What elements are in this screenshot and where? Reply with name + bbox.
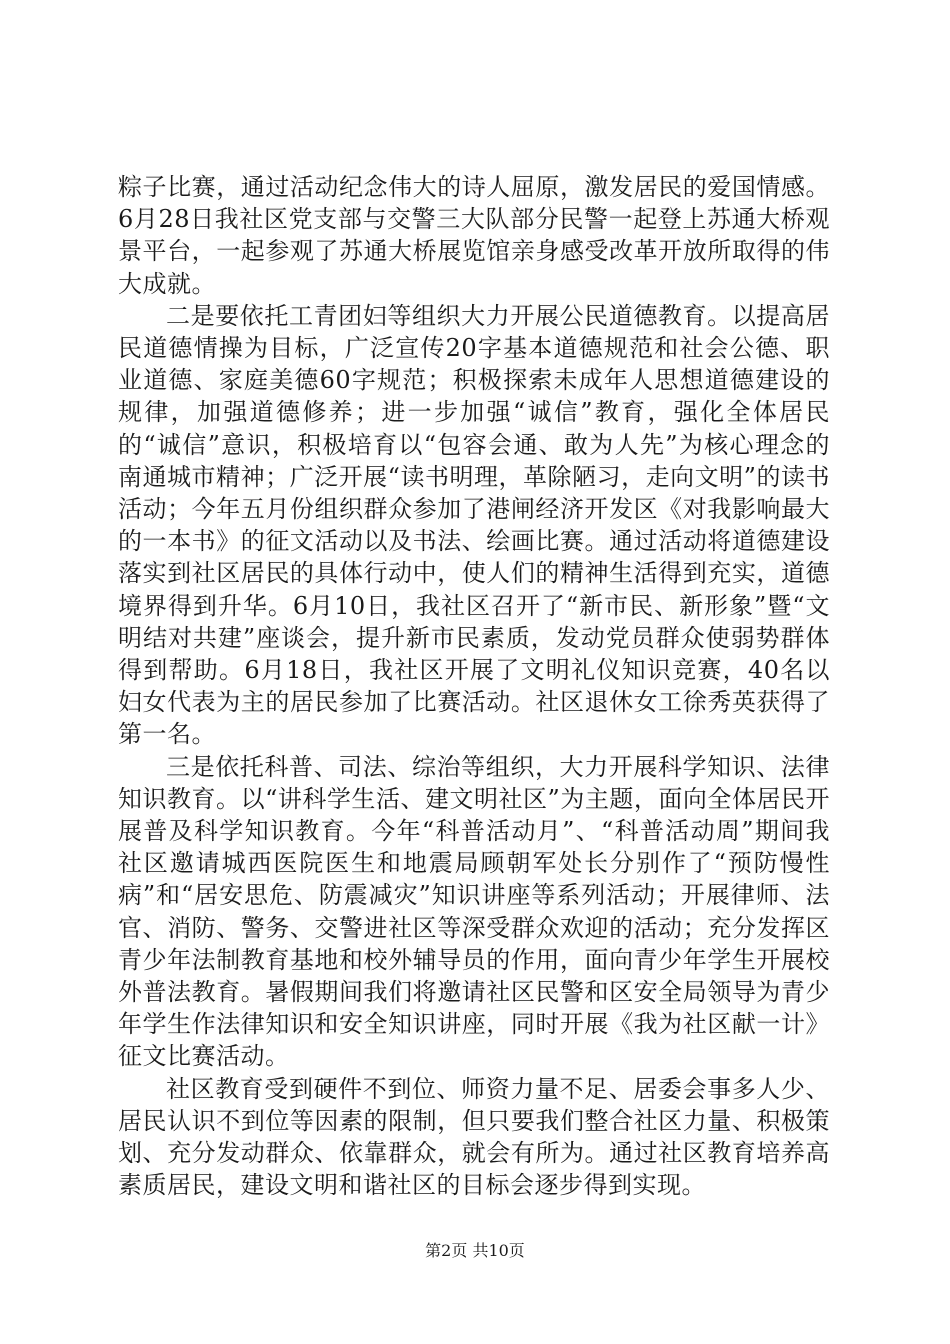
page-footer: 第2页 共10页 [425, 1241, 525, 1260]
paragraph-conclusion: 社区教育受到硬件不到位、师资力量不足、居委会事多人少、居民认识不到位等因素的限制，但只要我们整合社区力量、积极策划、充分发动群众、依靠群众，就会有所为。通过社区教育培养高素质居民，建设文明和谐社区的目标会逐步得到实现。 [118, 1074, 830, 1200]
document-body [118, 171, 830, 1202]
paragraph-science-law-education: 三是依托科普、司法、综治等组织，大力开展科学知识、法律知识教育。以“讲科学生活、建文明社区”为主题，面向全体居民开展普及科学知识教育。今年“科普活动月”、“科普活动周”期间我社区邀请城西医院医生和地震局顾朝军处长分别作了“预防慢性病”和“居安思危、防震减灾”知识讲座等系列活动；开展律师、法官、消防、警务、交警进社区等深受群众欢迎的活动；充分发挥区青少年法制教育基地和校外辅导员的作用，面向青少年学生开展校外普法教育。暑假期间我们将邀请社区民警和区安全局领导为青少年学生作法律知识和安全知识讲座，同时开展《我为社区献一计》征文比赛活动。 [118, 752, 830, 1071]
paragraph-moral-education: 二是要依托工青团妇等组织大力开展公民道德教育。以提高居民道德情操为目标，广泛宣传20字基本道德规范和社会公德、职业道德、家庭美德60字规范；积极探索未成年人思想道德建设的规律，加强道德修养；进一步加强“诚信”教育，强化全体居民的“诚信”意识，积极培育以“包容会通、敢为人先”为核心理念的南通城市精神；广泛开展“读书明理，革除陋习，走向文明”的读书活动；今年五月份组织群众参加了港闸经济开发区《对我影响最大的一本书》的征文活动以及书法、绘画比赛。通过活动将道德建设落实到社区居民的具体行动中，使人们的精神生活得到充实，道德境界得到升华。6月10日，我社区召开了“新市民、新形象”暨“文明结对共建”座谈会，提升新市民素质，发动党员群众使弱势群体得到帮助。6月18日，我社区开展了文明礼仪知识竞赛，40名以妇女代表为主的居民参加了比赛活动。社区退休女工徐秀英获得了第一名。 [118, 301, 830, 749]
paragraph-continuation: 粽子比赛，通过活动纪念伟大的诗人屈原，激发居民的爱国情感。6月28日我社区党支部与交警三大队部分民警一起登上苏通大桥观景平台，一起参观了苏通大桥展览馆亲身感受改革开放所取得的伟大成就。 [118, 173, 830, 298]
